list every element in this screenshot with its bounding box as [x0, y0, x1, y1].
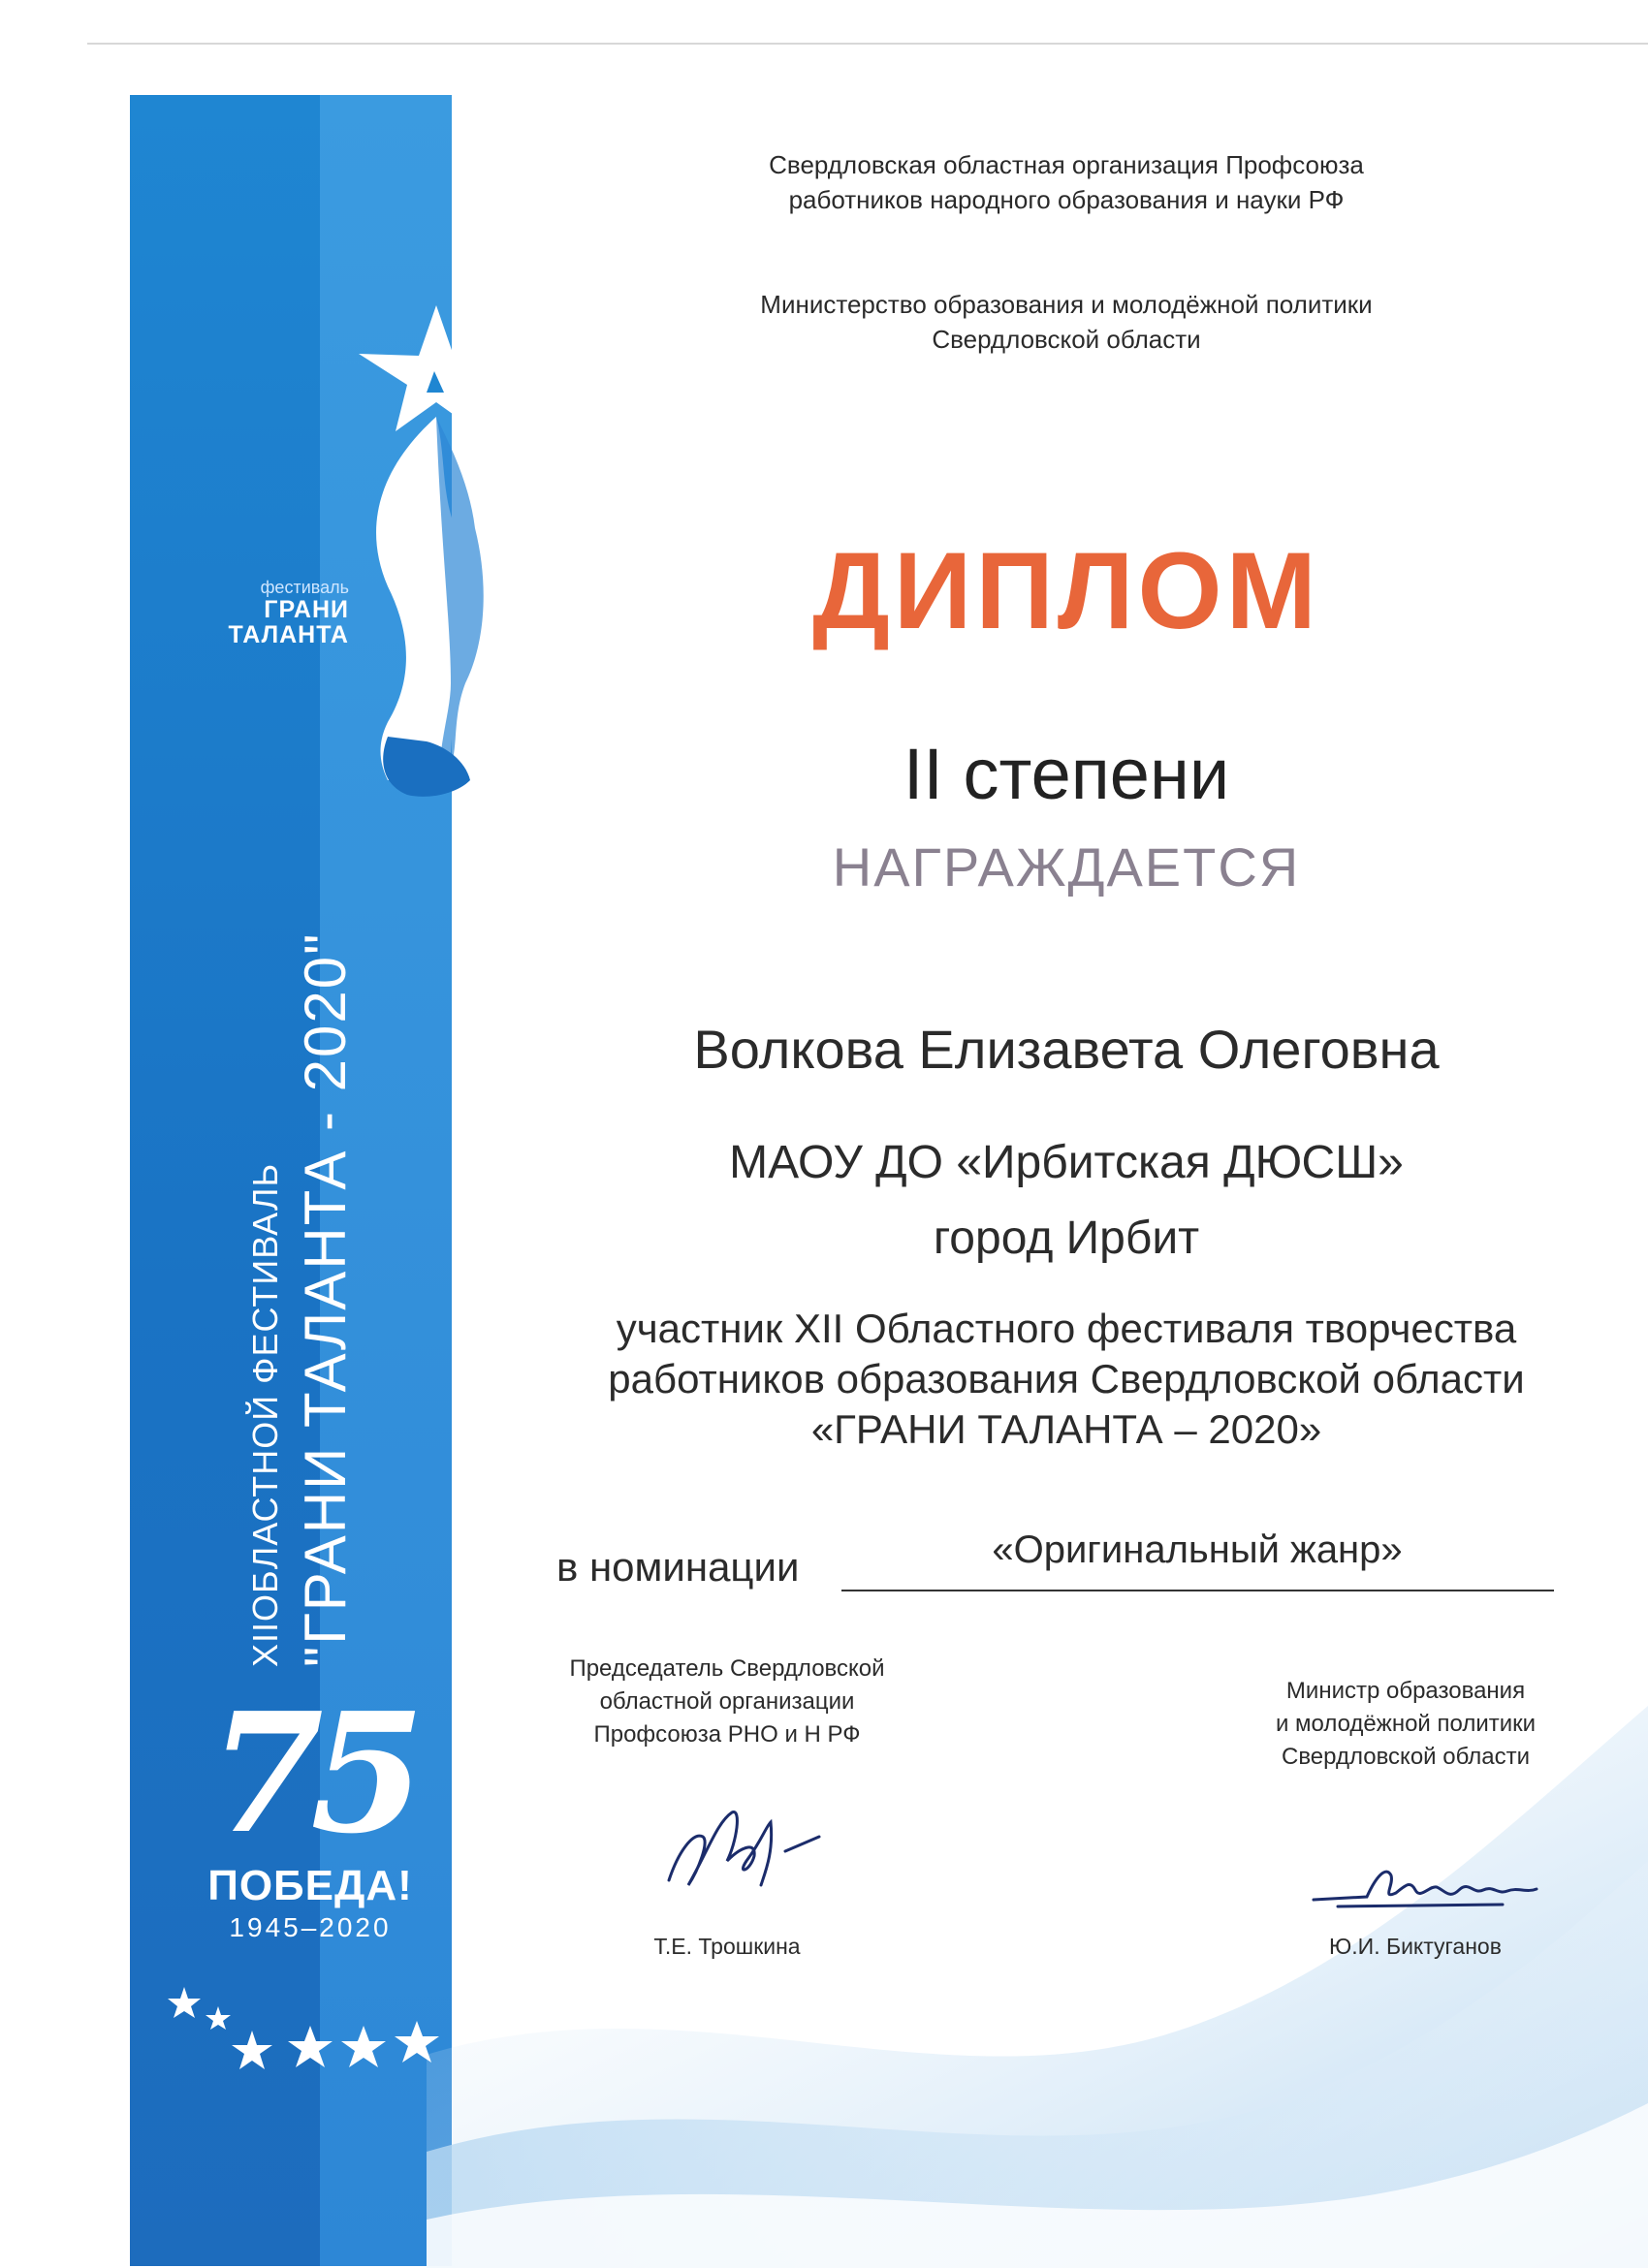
ministry-line2: Свердловской области: [932, 325, 1201, 354]
union-organization-header: [485, 147, 1648, 217]
recipient-name: Волкова Елизавета Олеговна: [693, 1019, 1440, 1080]
right-title-line2: и молодёжной политики: [1275, 1711, 1537, 1737]
left-title-line3: Профсоюза РНО и Н РФ: [593, 1721, 861, 1748]
victory-number: 75: [208, 1677, 412, 1871]
union-line1: Свердловская областная организация Профсоюза: [769, 150, 1364, 179]
right-title-line3: Свердловской области: [1281, 1744, 1531, 1770]
right-title-line1: Министр образования: [1285, 1678, 1526, 1704]
festival-name-line2: ТАЛАНТА: [228, 621, 349, 649]
awarded-label: НАГРАЖДАЕТСЯ: [832, 836, 1301, 898]
nomination-underline: [841, 1590, 1554, 1591]
diploma-degree: II степени: [903, 734, 1230, 814]
school-city: город Ирбит: [933, 1213, 1200, 1264]
vertical-festival-title: [245, 863, 378, 1667]
participation-line1: участник XII Областного фестиваля творчества: [616, 1306, 1517, 1351]
left-title-line1: Председатель Свердловской: [569, 1655, 885, 1682]
victory-75-logo: [184, 1677, 436, 1943]
left-signature-icon: [650, 1793, 834, 1900]
union-line2: работников народного образования и науки РФ: [788, 185, 1345, 214]
participation-text: [485, 1304, 1648, 1455]
victory-word: ПОБЕДА!: [207, 1862, 413, 1909]
victory-years: 1945–2020: [229, 1912, 392, 1942]
vertical-line2: "ГРАНИ ТАЛАНТА - 2020": [293, 931, 358, 1667]
diploma-title: ДИПЛОМ: [812, 530, 1320, 651]
left-signatory-title: [523, 1653, 931, 1751]
left-title-line2: областной организации: [599, 1688, 855, 1715]
right-signatory-name: Ю.И. Биктуганов: [1329, 1934, 1502, 1959]
nomination-label: в номинации: [556, 1544, 800, 1590]
ministry-line1: Министерство образования и молодёжной политики: [760, 290, 1373, 319]
vertical-line1: XIIОБЛАСТНОЙ ФЕСТИВАЛЬ: [245, 1162, 285, 1667]
scan-edge-line: [87, 43, 1648, 45]
festival-small-label: фестиваль: [260, 578, 349, 597]
left-signatory-name: Т.Е. Трошкина: [653, 1934, 801, 1959]
ministry-header: [485, 287, 1648, 357]
participation-line2: работников образования Свердловской области: [608, 1356, 1525, 1402]
festival-name-line1: ГРАНИ: [264, 595, 349, 623]
victory-stars-icon: [165, 1977, 446, 2084]
right-signature-icon: [1309, 1846, 1541, 1924]
right-signatory-title: [1202, 1675, 1609, 1774]
participation-line3: «ГРАНИ ТАЛАНТА – 2020»: [810, 1406, 1322, 1452]
nomination-value: «Оригинальный жанр»: [992, 1528, 1403, 1571]
festival-logo-text: [174, 579, 349, 647]
school-name: МАОУ ДО «Ирбитская ДЮСШ»: [729, 1137, 1404, 1188]
